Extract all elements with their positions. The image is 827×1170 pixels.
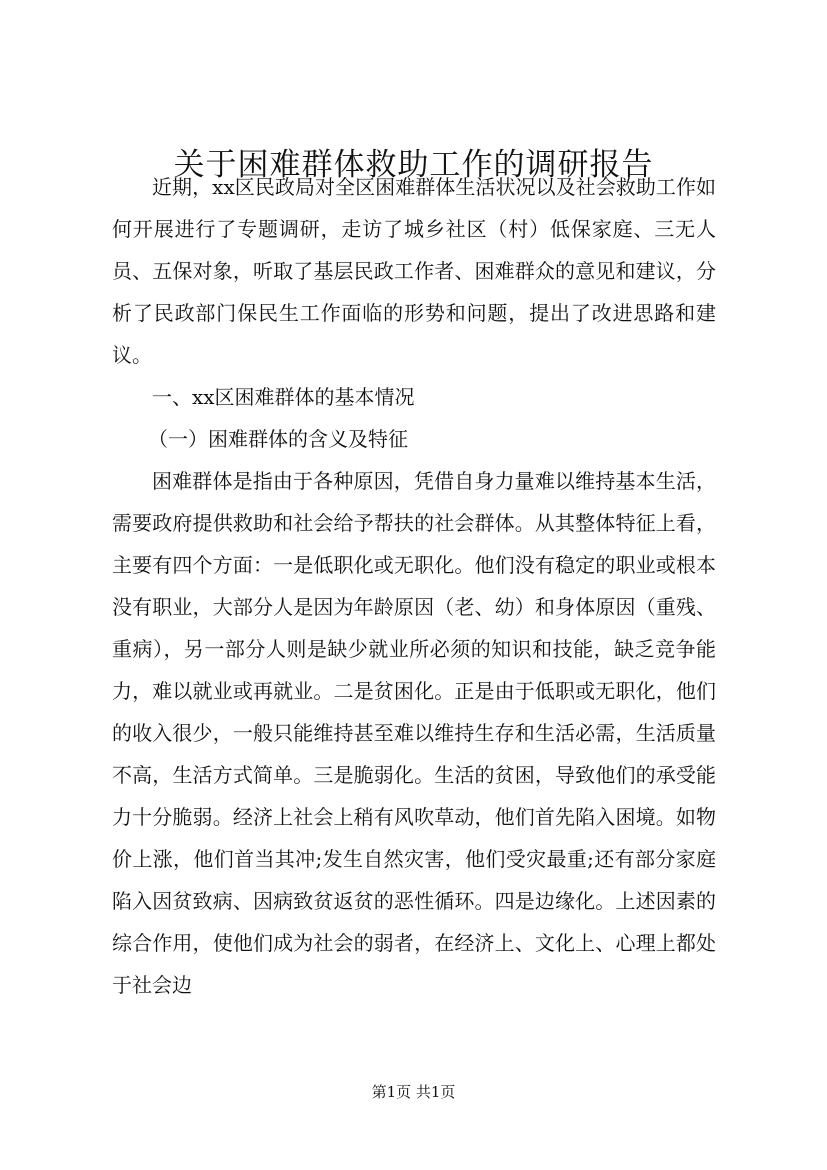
page-footer: 第1页 共1页 xyxy=(371,1083,456,1101)
intro-paragraph: 近期，xx区民政局对全区困难群体生活状况以及社会救助工作如何开展进行了专题调研，走访了城乡社区（村）低保家庭、三无人员、五保对象，听取了基层民政工作者、困难群众的意见和建议，分析了民政部门保民生工作面临的形势和问题，提出了改进思路和建议。 xyxy=(112,175,716,367)
section-heading: 一、xx区困难群体的基本情况 xyxy=(152,385,415,409)
document-title: 关于困难群体救助工作的调研报告 xyxy=(173,147,654,183)
document-body xyxy=(112,166,716,1006)
subsection-heading: （一）困难群体的含义及特征 xyxy=(148,427,408,451)
subsection-paragraph: 困难群体是指由于各种原因，凭借自身力量难以维持基本生活，需要政府提供救助和社会给予帮扶的社会群体。从其整体特征上看，主要有四个方面：一是低职化或无职化。他们没有稳定的职业或根本没有职业，大部分人是因为年龄原因（老、幼）和身体原因（重残、重病），另一部分人则是缺少就业所必须的知识和技能，缺乏竞争能力，难以就业或再就业。二是贫困化。正是由于低职或无职化，他们的收入很少，一般只能维持甚至难以维持生存和生活必需，生活质量不高，生活方式简单。三是脆弱化。生活的贫困，导致他们的承受能力十分脆弱。经济上社会上稍有风吹草动，他们首先陷入困境。如物价上涨，他们首当其冲;发生自然灾害，他们受灾最重;还有部分家庭陷入因贫致病、因病致贫返贫的恶性循环。四是边缘化。上述因素的综合作用，使他们成为社会的弱者，在经济上、文化上、心理上都处于社会边 xyxy=(112,469,716,997)
